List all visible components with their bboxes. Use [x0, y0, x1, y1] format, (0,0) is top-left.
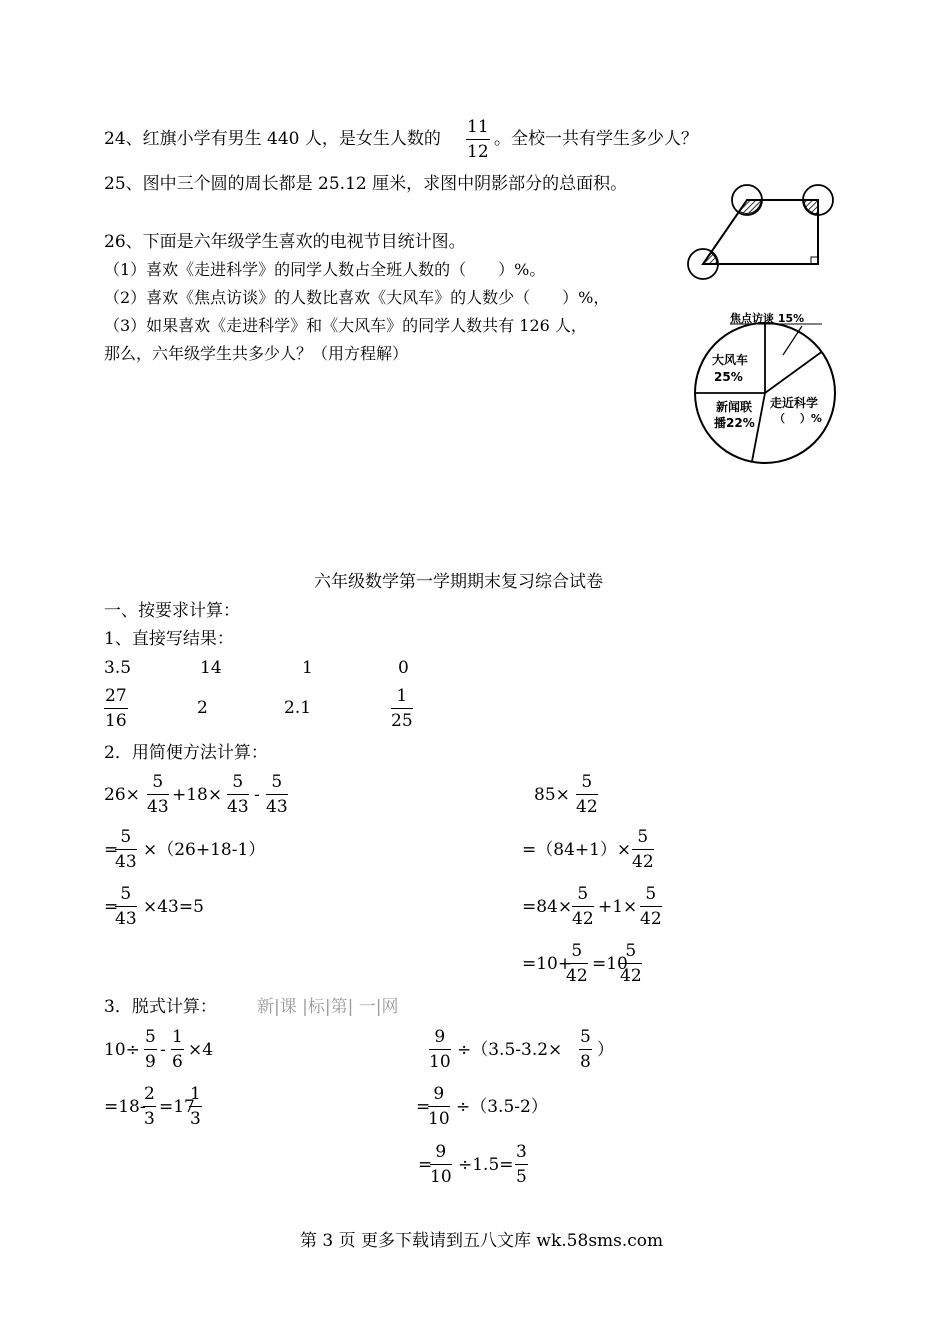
pie-label-dafengche-1: 大风车: [712, 353, 749, 367]
calc2-left-l2-frac1: $\frac{5}{43}$: [115, 827, 137, 872]
trapezoid-shape: [703, 200, 818, 264]
pie-label-xinwen-1: 新闻联: [716, 400, 753, 414]
q24-text-b: 。全校一共有学生多少人？: [494, 129, 698, 149]
calc2-right-l2-t1: =（84+1）×: [522, 840, 632, 860]
q26-title: 26、下面是六年级学生喜欢的电视节目统计图。: [104, 232, 466, 252]
calc2-right-l3-t1: =84×: [522, 897, 573, 917]
calc2-left-l1-t3: -: [254, 785, 260, 805]
calc2-left-l2-t2: ×（26+18-1）: [143, 840, 266, 860]
page-footer: 第 3 页 更多下载请到五八文库 wk.58sms.com: [300, 1231, 664, 1251]
calc3-right-l1-frac2: $\frac{5}{8}$: [580, 1027, 591, 1072]
pie-label-jiaodian: 焦点访谈 15%: [730, 312, 805, 325]
calc2-right-l1-frac1: $\frac{5}{42}$: [576, 772, 598, 817]
calc3-left-l1-t2: -: [160, 1040, 166, 1060]
q26-part4: 那么，六年级学生共多少人？（用方程解）: [104, 344, 409, 363]
result-4: 0: [398, 658, 409, 678]
pie-label-xinwen-2: 播22%: [714, 416, 755, 430]
sub-1-heading: 1、直接写结果：: [104, 629, 234, 649]
result-2: 14: [200, 658, 222, 678]
q25-text: 25、图中三个圆的周长都是 25.12 厘米，求图中阴影部分的总面积。: [104, 174, 628, 194]
calc3-right-l2-t1: =: [416, 1097, 431, 1117]
calc3-left-l1-frac2: $\frac{1}{6}$: [172, 1027, 183, 1072]
calc3-left-l2-frac2: $\frac{1}{3}$: [190, 1084, 201, 1129]
sub-2-heading: 2．用简便方法计算：: [104, 743, 268, 763]
calc2-left-l3-t1: =: [104, 897, 119, 917]
pie-label-zoujin-1: 走近科学: [770, 396, 819, 410]
calc3-right-l1-frac1: $\frac{9}{10}$: [429, 1027, 451, 1072]
calc3-left-l2-t1: =18-: [104, 1097, 146, 1117]
tv-program-pie-chart: [690, 300, 840, 468]
calc2-left-l3-t2: ×43=5: [143, 897, 204, 917]
calc3-left-l1-frac1: $\frac{5}{9}$: [145, 1027, 156, 1072]
result-7: 2.1: [284, 698, 312, 718]
calc3-left-l2-frac1: $\frac{2}{3}$: [144, 1084, 155, 1129]
pie-label-dafengche-2: 25%: [714, 370, 743, 384]
calc2-right-l4-t1: =10+: [522, 954, 573, 974]
q26-part1: （1）喜欢《走进科学》的同学人数占全班人数的（ ）%。: [104, 260, 546, 279]
calc2-left-l1-t1: 26×: [104, 785, 140, 805]
calc2-left-l1-frac2: $\frac{5}{43}$: [227, 772, 249, 817]
calc2-left-l1-t2: +18×: [172, 785, 223, 805]
calc2-right-l1-t1: 85×: [534, 785, 570, 805]
calc3-left-l1-t3: ×4: [188, 1040, 214, 1060]
calc3-right-l1-t1: ÷（3.5-3.2×: [457, 1040, 563, 1060]
calc2-left-l1-frac1: $\frac{5}{43}$: [147, 772, 169, 817]
calc2-left-l1-frac3: $\frac{5}{43}$: [266, 772, 288, 817]
calc2-left-l2-t1: =: [104, 840, 119, 860]
right-angle-mark: [811, 257, 818, 264]
result-5-fraction: $\frac{27}{16}$: [105, 686, 127, 731]
q24-fraction: $\frac{11}{12}$: [467, 117, 489, 162]
result-8-fraction: $\frac{1}{25}$: [391, 686, 413, 731]
calc3-right-l3-frac2: $\frac{3}{5}$: [516, 1142, 527, 1187]
section-1-heading: 一、按要求计算：: [104, 601, 240, 621]
calc3-right-l3-t1: =: [418, 1155, 433, 1175]
calc3-left-l2-t2: =17: [159, 1097, 195, 1117]
result-1: 3.5: [104, 658, 132, 678]
calc2-right-l4-t2: =10: [592, 954, 628, 974]
calc2-right-l4-frac2: $\frac{5}{42}$: [620, 941, 642, 986]
calc2-right-l3-frac1: $\frac{5}{42}$: [572, 884, 594, 929]
calc3-right-l2-frac1: $\frac{9}{10}$: [428, 1084, 450, 1129]
result-3: 1: [302, 658, 313, 678]
q26-part3: （3）如果喜欢《走进科学》和《大风车》的同学人数共有 126 人，: [104, 316, 587, 335]
calc2-right-l2-frac1: $\frac{5}{42}$: [632, 827, 654, 872]
calc3-right-l2-t2: ÷（3.5-2）: [456, 1097, 548, 1117]
result-6: 2: [197, 698, 208, 718]
q24-text-a: 24、红旗小学有男生 440 人，是女生人数的: [104, 129, 441, 149]
calc2-right-l3-t2: +1×: [598, 897, 638, 917]
calc2-right-l4-frac1: $\frac{5}{42}$: [566, 941, 588, 986]
calc2-left-l3-frac1: $\frac{5}{43}$: [115, 884, 137, 929]
watermark-text: 新|课 |标|第| 一|网: [257, 997, 399, 1017]
calc3-right-l3-frac1: $\frac{9}{10}$: [430, 1142, 452, 1187]
calc3-right-l1-t2: ）: [597, 1040, 614, 1060]
exam-title: 六年级数学第一学期期末复习综合试卷: [314, 572, 603, 592]
pie-label-zoujin-2: （ ）%: [774, 412, 822, 425]
q26-part2: （2）喜欢《焦点访谈》的人数比喜欢《大风车》的人数少（ ）%，: [104, 288, 610, 307]
q25-circles-figure: [685, 180, 835, 280]
shaded-sector-2: [804, 200, 818, 214]
calc2-right-l3-frac2: $\frac{5}{42}$: [640, 884, 662, 929]
calc3-left-l1-t1: 10÷: [104, 1040, 140, 1060]
calc3-right-l3-t2: ÷1.5=: [458, 1155, 514, 1175]
sub-3-heading: 3．脱式计算：: [104, 997, 217, 1017]
